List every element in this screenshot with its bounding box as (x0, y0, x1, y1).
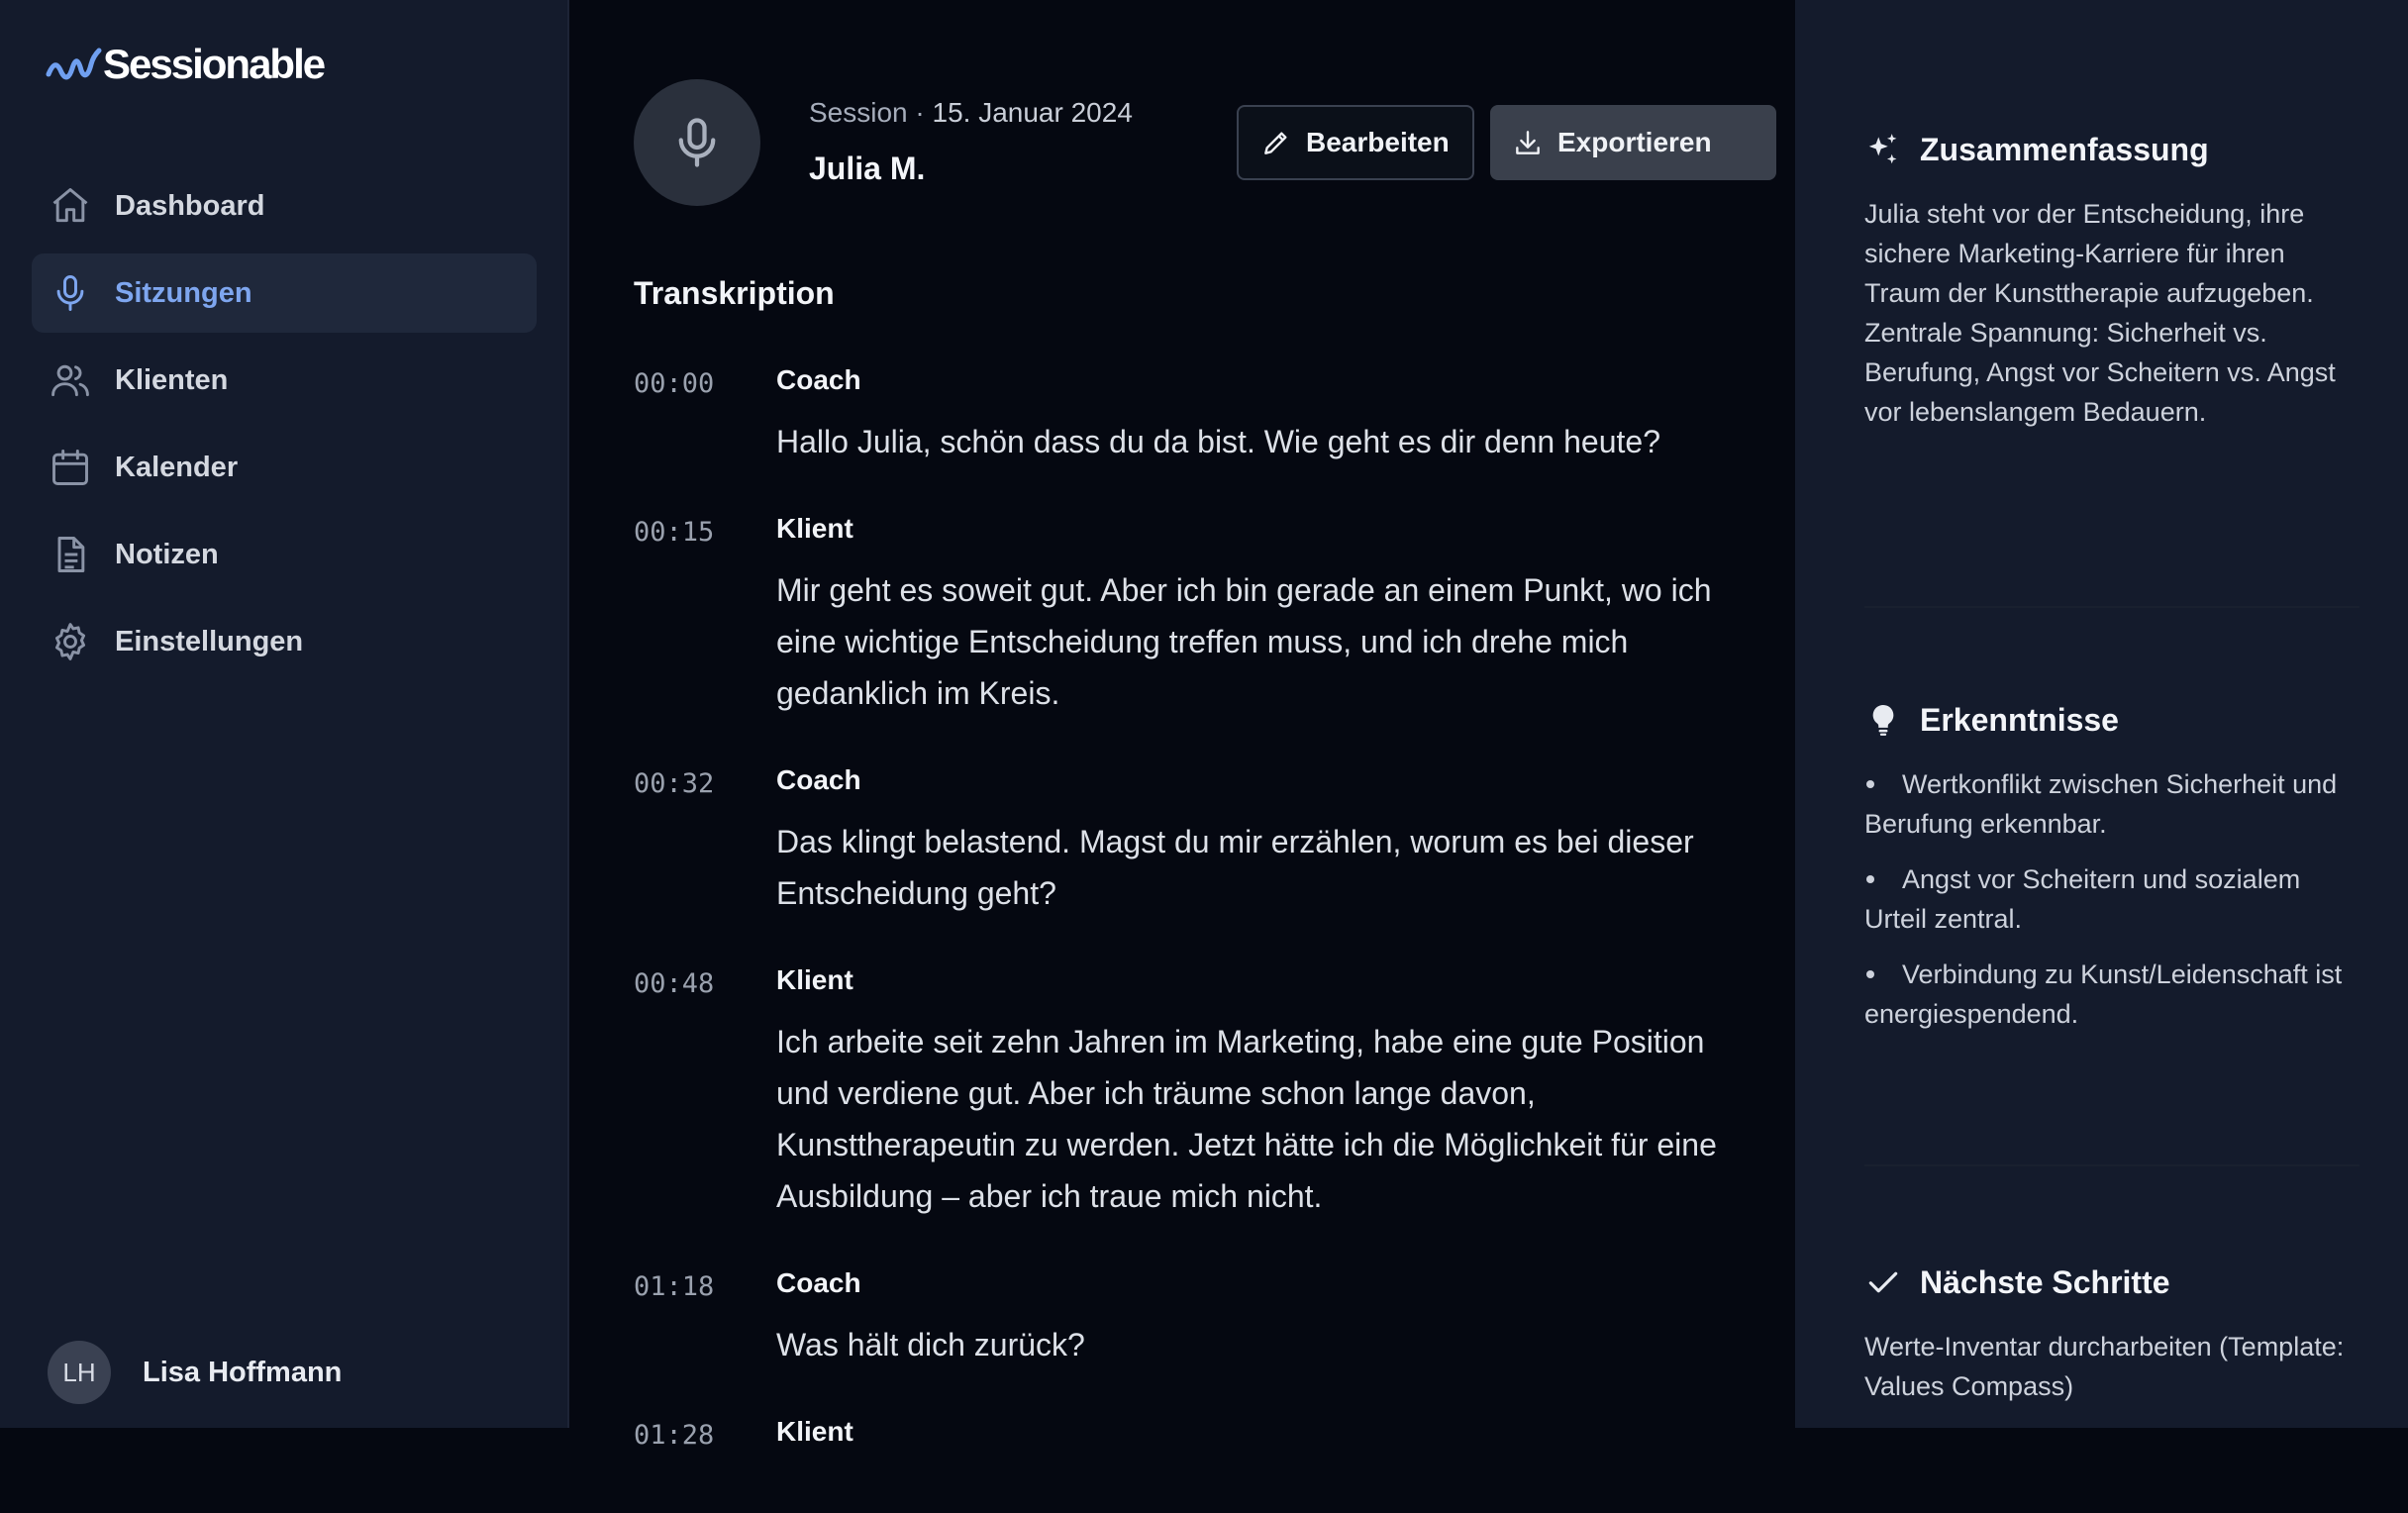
session-avatar (634, 79, 760, 206)
session-date: 15. Januar 2024 (932, 97, 1133, 128)
utterance-text: Hallo Julia, schön dass du da bist. Wie geht es dir denn heute? (776, 424, 1660, 459)
sidebar-item-dashboard[interactable] (32, 166, 537, 246)
sidebar (0, 0, 569, 1428)
check-icon (1864, 1263, 1902, 1301)
sidebar-item-klienten[interactable] (32, 341, 537, 420)
users-icon (48, 357, 93, 403)
insights-list (1864, 764, 2359, 1034)
list-item: Wertkonflikt zwischen Sicherheit und Berufung erkennbar. (1864, 764, 2359, 844)
session-label: Session (809, 97, 908, 128)
timestamp[interactable]: 00:32 (634, 768, 715, 799)
sidebar-item-label: Sitzungen (115, 276, 252, 309)
transcript-title: Transkription (634, 275, 835, 311)
sidebar-item-sitzungen[interactable] (32, 253, 537, 333)
timestamp[interactable]: 01:28 (634, 1420, 715, 1451)
summary-text: Julia steht vor der Entscheidung, ihre sichere Marketing-Karriere für ihren Traum der Kunsttherapie aufzugeben. Zentrale Spannung: Sicherheit vs. Berufung, Angst vor Scheitern vs. Angst vor lebenslangem Bedauern. (1864, 199, 2336, 427)
list-item: Angst vor Scheitern und sozialem Urteil zentral. (1864, 859, 2359, 939)
timestamp[interactable]: 00:00 (634, 368, 715, 399)
document-icon (48, 532, 93, 577)
sidebar-item-notizen[interactable] (32, 515, 537, 594)
summary-card (1864, 131, 2359, 432)
timestamp[interactable]: 00:48 (634, 968, 715, 999)
app-name: Sessionable (103, 41, 325, 87)
sidebar-item-einstellungen[interactable] (32, 602, 537, 681)
session-meta (809, 97, 1133, 129)
insights-panel (1795, 0, 2408, 1428)
next-steps-card (1864, 1263, 2359, 1406)
divider (1864, 1164, 2359, 1166)
next-steps-title: Nächste Schritte (1920, 1263, 2170, 1300)
logo-wave-icon (46, 45, 101, 84)
utterance-text: Mir geht es soweit gut. Aber ich bin gerade an einem Punkt, wo ich eine wichtige Entscheidung treffen muss, und ich drehe mich gedanklich im Kreis. (776, 572, 1712, 711)
export-button[interactable] (1490, 105, 1776, 180)
edit-button-label: Bearbeiten (1306, 127, 1450, 157)
avatar: LH (48, 1341, 111, 1404)
transcript-list (634, 364, 1772, 1513)
client-name: Julia M. (809, 151, 926, 186)
sidebar-item-label: Dashboard (115, 189, 265, 222)
next-steps-text: Werte-Inventar durcharbeiten (Template: Values Compass) (1864, 1332, 2345, 1401)
user-profile[interactable] (48, 1341, 342, 1404)
pencil-icon (1260, 127, 1292, 158)
export-button-label: Exportieren (1557, 127, 1712, 157)
sidebar-item-label: Einstellungen (115, 625, 304, 657)
sidebar-item-label: Kalender (115, 451, 239, 483)
lightbulb-icon (1864, 701, 1902, 739)
gear-icon (48, 619, 93, 664)
timestamp[interactable]: 01:18 (634, 1271, 715, 1302)
session-main (571, 0, 1794, 1451)
sidebar-item-label: Notizen (115, 538, 219, 570)
sidebar-item-kalender[interactable] (32, 428, 537, 507)
sidebar-nav (32, 166, 537, 689)
speaker-label: Klient (776, 1416, 853, 1447)
utterance-text: Was hält dich zurück? (776, 1327, 1085, 1362)
transcript-entry (634, 964, 1772, 1222)
sidebar-item-label: Klienten (115, 363, 229, 396)
list-item: Verbindung zu Kunst/Leidenschaft ist energiespendend. (1864, 955, 2359, 1034)
speaker-label: Coach (776, 1267, 861, 1298)
insights-card (1864, 701, 2359, 1050)
transcript-entry (634, 764, 1772, 919)
microphone-icon (48, 270, 93, 316)
speaker-label: Coach (776, 764, 861, 795)
transcript-entry (634, 513, 1772, 719)
summary-title: Zusammenfassung (1920, 131, 2209, 167)
speaker-label: Klient (776, 513, 853, 544)
insights-title: Erkenntnisse (1920, 701, 2119, 738)
microphone-icon (667, 113, 727, 172)
speaker-label: Coach (776, 364, 861, 395)
transcript-entry (634, 364, 1772, 467)
session-separator: · (915, 97, 925, 128)
sparkles-icon (1864, 131, 1902, 168)
calendar-icon (48, 445, 93, 490)
divider (1864, 606, 2359, 608)
home-icon (48, 183, 93, 229)
speaker-label: Klient (776, 964, 853, 995)
utterance-text: Ich arbeite seit zehn Jahren im Marketing, habe eine gute Position und verdiene gut. Aber ich träume schon lange davon, Kunsttherapeutin zu werden. Jetzt hätte ich die Möglichkeit für eine Ausbildung – aber ich traue mich nicht. (776, 1024, 1717, 1214)
utterance-text: Das klingt belastend. Magst du mir erzählen, worum es bei dieser Entscheidung geht? (776, 824, 1694, 911)
download-icon (1512, 127, 1544, 158)
edit-button[interactable] (1237, 105, 1474, 180)
app-logo[interactable] (46, 38, 324, 91)
user-name: Lisa Hoffmann (143, 1356, 343, 1388)
transcript-entry (634, 1416, 1772, 1467)
transcript-entry (634, 1267, 1772, 1370)
timestamp[interactable]: 00:15 (634, 517, 715, 548)
